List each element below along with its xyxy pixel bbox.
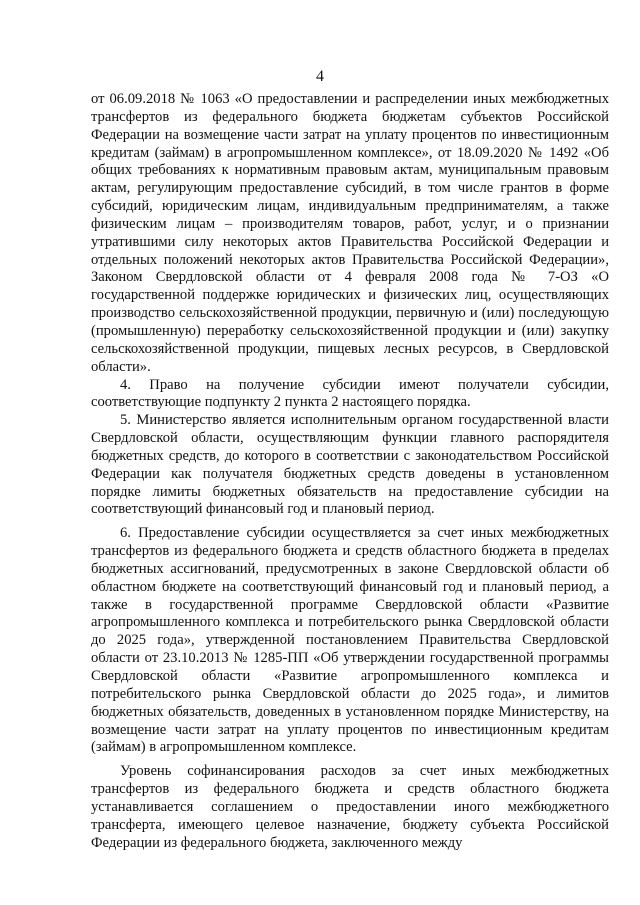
paragraph-item-4: 4. Право на получение субсидии имеют получатели субсидии, соответствующие подпункту 2 пункта 2 настоящего порядка. [91,376,609,411]
page-number: 4 [316,68,324,85]
paragraph-continuation: от 06.09.2018 № 1063 «О предоставлении и распределении иных межбюджетных трансфертов из федерального бюджета бюджетам субъектов Российской Федерации на возмещение части затрат на уплату процентов по инвестиционным кредитам (займам) в агропромышленном комплексе», от 18.09.2020 № 1492 «Об общих требованиях к нормативным правовым актам, муниципальным правовым актам, регулирующим предоставление субсидий, в том числе грантов в форме субсидий, юридическим лицам, индивидуальным предпринимателям, а также физическим лицам – производителям товаров, работ, услуг, и о признании утратившими силу некоторых актов Правительства Российской Федерации и отдельных положений некоторых актов Правительства Российской Федерации», Законом Свердловской области от 4 февраля 2008 года № 7-ОЗ «О государственной поддержке юридических и физических лиц, осуществляющих производство сельскохозяйственной продукции, первичную и (или) последующую (промышленную) переработку сельскохозяйственной продукции и (или) закупку сельскохозяйственной продукции, пищевых лесных ресурсов, в Свердловской области». [91,91,609,375]
paragraph-item-5: 5. Министерство является исполнительным органом государственной власти Свердловской области, осуществляющим функции главного распорядителя бюджетных средств, до которого в соответствии с законодательством Российской Федерации как получателя бюджетных средств доведены в установленном порядке лимиты бюджетных обязательств на предоставление субсидии на соответствующий финансовый год и плановый период. [91,412,609,518]
paragraph-item-6: 6. Предоставление субсидии осуществляется за счет иных межбюджетных трансфертов из федерального бюджета и средств областного бюджета в пределах бюджетных ассигнований, предусмотренных в законе Свердловской области об областном бюджете на соответствующий финансовый год и плановый период, а также в государственной программе Свердловской области «Развитие агропромышленного комплекса и потребительского рынка Свердловской области до 2025 года», утвержденной постановлением Правительства Свердловской области от 23.10.2013 № 1285-ПП «Об утверждении государственной программы Свердловской области «Развитие агропромышленного комплекса и потребительского рынка Свердловской области до 2025 года», и лимитов бюджетных обязательств, доведенных в установленном порядке Министерству, на возмещение части затрат на уплату процентов по инвестиционным кредитам (займам) в агропромышленном комплексе. [91,525,609,756]
document-body [91,91,609,852]
paragraph-cofinancing: Уровень софинансирования расходов за счет иных межбюджетных трансфертов из федерального бюджета и средств областного бюджета устанавливается соглашением о предоставлении иного межбюджетного трансферта, имеющего целевое назначение, бюджету субъекта Российской Федерации из федерального бюджета, заключенного между [91,763,609,851]
